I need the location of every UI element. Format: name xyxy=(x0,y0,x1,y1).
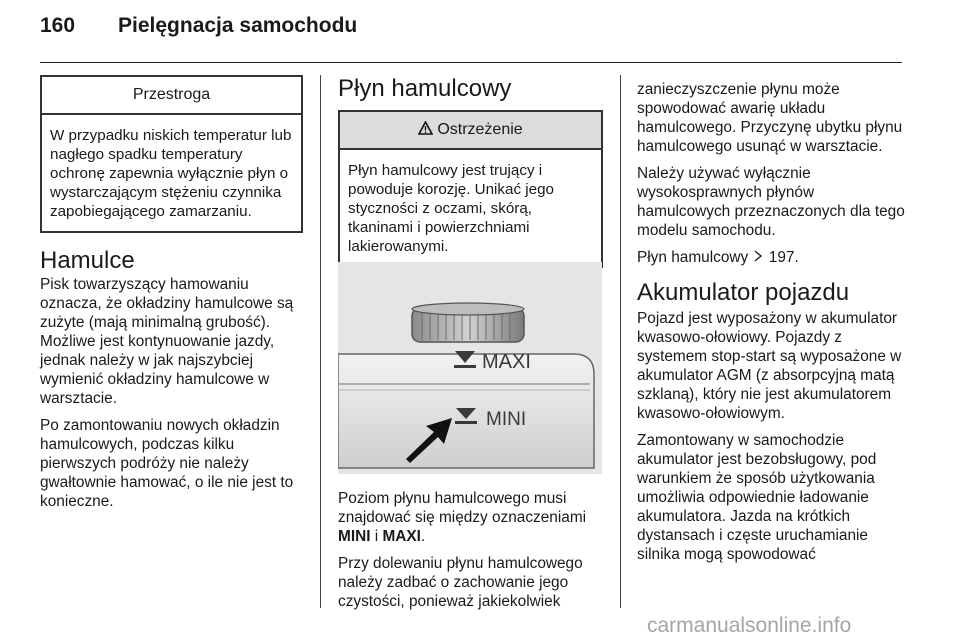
caution-title: Przestroga xyxy=(42,77,301,115)
maxi-label: MAXI xyxy=(482,351,531,373)
brake-fluid-heading: Płyn hamulcowy xyxy=(338,75,512,102)
reference-text: Płyn hamulcowy xyxy=(637,249,753,266)
brake-fluid-paragraph-1 xyxy=(338,489,606,546)
brake-fluid-reference xyxy=(637,248,907,267)
warning-title-bar xyxy=(340,112,601,150)
brake-fluid-text xyxy=(338,489,606,619)
caution-text: W przypadku niskich temperatur lub nagłego spadku temperatury ochronę zapewnia wyłącznie płyn o wystarczającym stężeniu czynnika zapobiegającego zamarzaniu. xyxy=(50,127,292,220)
period: . xyxy=(794,249,799,266)
brake-fluid-reservoir-figure xyxy=(338,262,602,474)
watermark: carmanualsonline.info xyxy=(647,614,852,637)
mini-reference: MINI xyxy=(338,528,371,545)
page-header xyxy=(40,14,357,38)
period: . xyxy=(420,528,426,545)
battery-heading: Akumulator pojazdu xyxy=(637,279,850,306)
brakes-heading: Hamulce xyxy=(40,247,135,274)
column-right xyxy=(637,80,907,572)
mini-label: MINI xyxy=(486,409,527,430)
column-divider-left xyxy=(320,75,321,608)
brakes-paragraph-2: Po zamontowaniu nowych okładzin hamulcowych, podczas kilku pierwszych podróży nie należy gwałtownie hamować, o ile nie jest to konieczne. xyxy=(40,417,294,510)
column-divider-right xyxy=(620,75,621,608)
right-paragraph-2: Należy używać wyłącznie wysokosprawnych płynów hamulcowych przeznaczonych dla tego modelu samochodu. xyxy=(637,165,905,239)
page-title: Pielęgnacja samochodu xyxy=(118,14,358,37)
warning-box xyxy=(338,110,603,268)
warning-triangle-icon xyxy=(418,121,433,135)
warning-text: Płyn hamulcowy jest trujący i powoduje korozję. Unikać jego styczności z oczami, skórą, tkaninami i powierzchniami lakierowanymi. xyxy=(348,162,554,255)
column-left xyxy=(40,75,303,519)
brake-fluid-paragraph-2: Przy dolewaniu płynu hamulcowego należy zadbać o zachowanie jego czystości, ponieważ jakiekolwiek xyxy=(338,555,583,610)
cross-reference-arrow-icon[interactable] xyxy=(752,248,764,267)
column-middle xyxy=(338,75,603,268)
battery-paragraph-2: Zamontowany w samochodzie akumulator jest bezobsługowy, pod warunkiem że sposób użytkowania umożliwia odpowiednie ładowanie akumulatora. Jazda na krótkich dystansach i częste uruchamianie silnika mogą spowodować xyxy=(637,432,877,563)
level-text: Poziom płynu hamulcowego musi znajdować się między oznaczeniami xyxy=(338,490,587,526)
page-number: 160 xyxy=(40,14,76,37)
reference-page[interactable]: 197 xyxy=(768,249,795,266)
maxi-reference: MAXI xyxy=(382,528,421,545)
reservoir-illustration xyxy=(338,262,602,474)
header-rule xyxy=(40,62,902,63)
caution-box xyxy=(40,75,303,233)
battery-paragraph-1: Pojazd jest wyposażony w akumulator kwasowo-ołowiowy. Pojazdy z systemem stop-start są wyposażone w akumulator AGM (z absorpcyjną matą szklaną), który nie jest akumulatorem kwasowo-ołowiowym. xyxy=(637,310,902,422)
right-paragraph-1: zanieczyszczenie płynu może spowodować awarię układu hamulcowego. Przyczynę ubytku płynu hamulcowego usunąć w warsztacie. xyxy=(637,81,903,155)
warning-title: Ostrzeżenie xyxy=(437,121,523,138)
brakes-paragraph-1: Pisk towarzyszący hamowaniu oznacza, że okładziny hamulcowe są zużyte (mają minimalną grubość). Możliwe jest kontynuowanie jazdy, jednak należy w jak najszybciej wymienić okładziny hamulcowe w warsztacie. xyxy=(40,276,294,407)
and-text: i xyxy=(370,528,383,545)
